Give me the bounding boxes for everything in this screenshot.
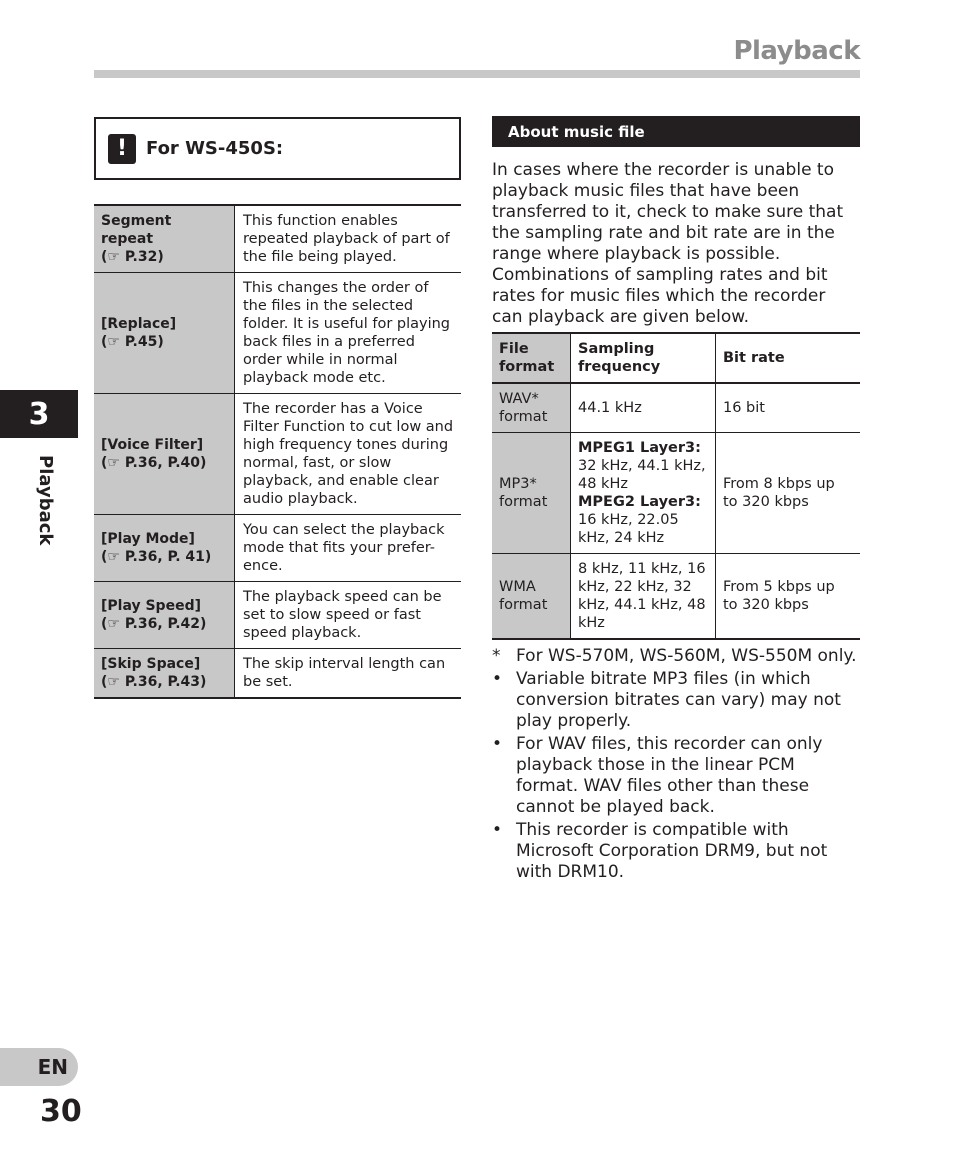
frequency-cell: 44.1 kHz: [571, 383, 716, 433]
header-rule: [94, 70, 860, 78]
table-row: [492, 554, 860, 640]
note-text: Variable bitrate MP3 files (in which conversion bitrates can vary) may not play properly.: [516, 669, 841, 731]
format-cell: MP3* format: [492, 433, 571, 554]
page-reference: (☞ P.36, P.42): [101, 616, 207, 632]
bitrate-cell: From 8 kbps up to 320 kbps: [716, 433, 861, 554]
setting-description: You can select the playback mode that fits your prefer-ence.: [235, 515, 462, 582]
settings-table: [94, 204, 461, 699]
note-text: For WAV files, this recorder can only playback those in the linear PCM format. WAV files other than these cannot be played back.: [516, 734, 823, 817]
mpeg2-title: MPEG2 Layer3:: [578, 494, 701, 510]
setting-key: Segment repeat: [101, 213, 172, 247]
table-row: [492, 433, 860, 554]
table-row: [94, 515, 461, 582]
setting-description: The skip interval length can be set.: [243, 656, 446, 690]
setting-name: [94, 205, 235, 273]
frequency-cell: 8 kHz, 11 kHz, 16 kHz, 22 kHz, 32 kHz, 44.1 kHz, 48 kHz: [571, 554, 716, 640]
column-header-bitrate: Bit rate: [716, 333, 861, 383]
bitrate-cell: 16 bit: [716, 383, 861, 433]
setting-name: [94, 515, 235, 582]
chapter-tab: 3: [0, 390, 78, 438]
setting-key: [Skip Space]: [101, 656, 201, 672]
mpeg1-values: 32 kHz, 44.1 kHz, 48 kHz: [578, 458, 706, 492]
music-format-table: [492, 332, 860, 640]
mpeg1-title: MPEG1 Layer3:: [578, 440, 701, 456]
note-marker: •: [492, 734, 503, 754]
table-row: [94, 649, 461, 699]
page-reference: (☞ P.36, P. 41): [101, 549, 212, 565]
setting-name: [94, 394, 235, 515]
model-note-box: [94, 117, 461, 180]
page-reference: (☞ P.32): [101, 249, 164, 265]
page-reference: (☞ P.45): [101, 334, 164, 350]
setting-key: [Replace]: [101, 316, 177, 332]
exclamation-icon: !: [108, 134, 136, 164]
notes-list: [492, 646, 860, 885]
bitrate-cell: From 5 kbps up to 320 kbps: [723, 579, 835, 613]
setting-name: [94, 582, 235, 649]
table-row: [94, 205, 461, 273]
setting-key: [Play Speed]: [101, 598, 201, 614]
section-heading: About music file: [492, 116, 860, 147]
setting-description: The recorder has a Voice Filter Function to cut low and high frequency tones during normal, fast, or slow playback, and enable clear audio playback.: [235, 394, 462, 515]
table-header-row: [492, 333, 860, 383]
intro-paragraph: In cases where the recorder is unable to playback music files that have been transferred to it, check to make sure that the sampling rate and bit rate are in the range where playback is possible. Combinations of sampling rates and bit rates for music files which the recorder can playback are given below.: [492, 160, 844, 327]
setting-description: The playback speed can be set to slow speed or fast speed playback.: [235, 582, 462, 649]
mpeg2-values: 16 kHz, 22.05 kHz, 24 kHz: [578, 512, 679, 546]
page-header-title: Playback: [733, 36, 860, 66]
setting-key: [Play Mode]: [101, 531, 195, 547]
frequency-cell: [571, 433, 716, 554]
page-number: 30: [40, 1094, 82, 1129]
table-row: [94, 273, 461, 394]
column-header-frequency: Sampling frequency: [571, 333, 716, 383]
table-row: [94, 394, 461, 515]
format-cell: WAV* format: [492, 383, 571, 433]
list-item: [492, 646, 860, 667]
chapter-side-label: Playback: [35, 455, 56, 546]
model-note-label: For WS-450S:: [146, 138, 284, 159]
note-text: For WS-570M, WS-560M, WS-550M only.: [516, 646, 857, 666]
language-badge: EN: [0, 1048, 78, 1086]
setting-description: This changes the order of the files in the selected folder. It is useful for playing back files in a preferred order while in normal playback mode etc.: [235, 273, 462, 394]
page-reference: (☞ P.36, P.43): [101, 674, 207, 690]
note-text: This recorder is compatible with Microsoft Corporation DRM9, but not with DRM10.: [516, 820, 828, 882]
note-marker: •: [492, 820, 503, 840]
setting-name: [94, 649, 235, 699]
table-row: [94, 582, 461, 649]
setting-name: [94, 273, 235, 394]
setting-description: This function enables repeated playback of part of the file being played.: [235, 205, 462, 273]
table-row: [492, 383, 860, 433]
note-marker: *: [492, 646, 501, 666]
setting-key: [Voice Filter]: [101, 437, 204, 453]
column-header-format: File format: [492, 333, 571, 383]
list-item: [492, 820, 860, 883]
list-item: [492, 734, 860, 818]
note-marker: •: [492, 669, 503, 689]
page-reference: (☞ P.36, P.40): [101, 455, 207, 471]
list-item: [492, 669, 860, 732]
format-cell: WMA format: [492, 554, 571, 640]
